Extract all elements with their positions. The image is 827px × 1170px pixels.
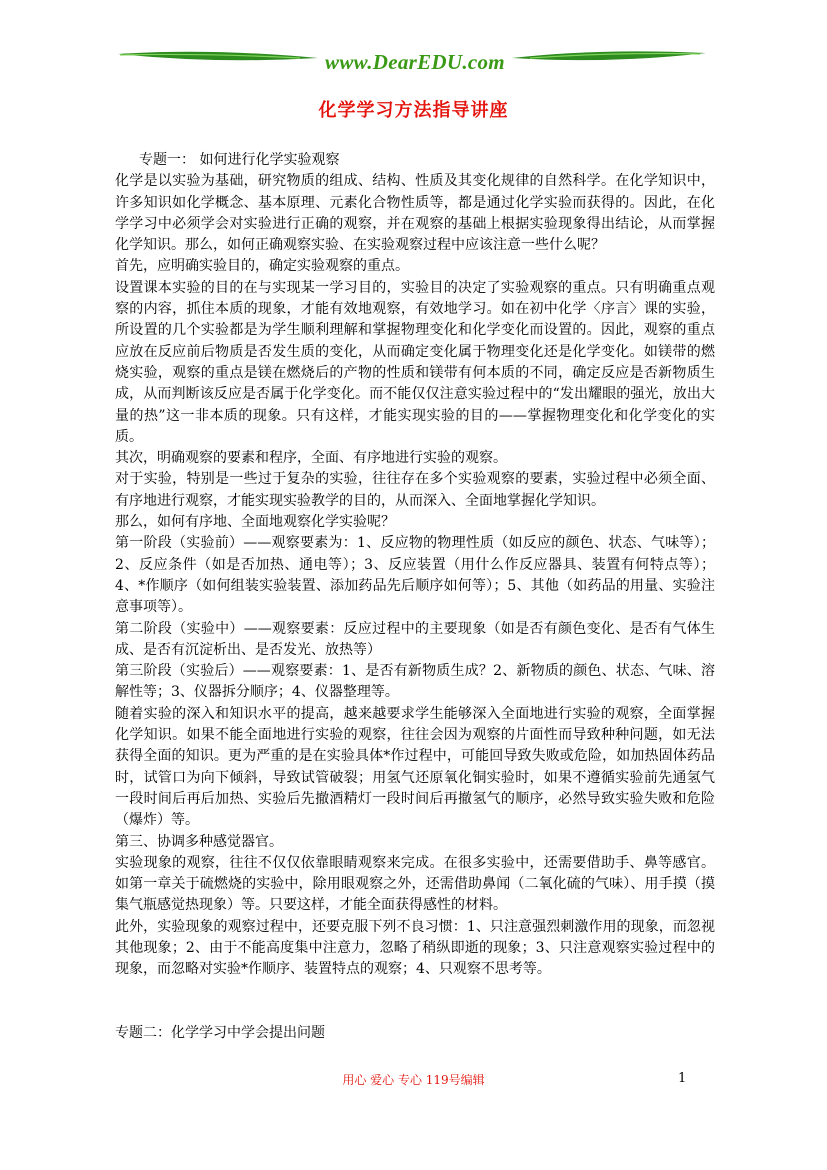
paragraph: 对于实验，特别是一些过于复杂的实验，往往存在多个实验观察的要素，实验过程中必须全面、有序地进行观察，才能实现实验教学的目的，从而深入、全面地掌握化学知识。 (115, 471, 715, 509)
article-body (115, 150, 715, 1044)
paragraph: 随着实验的深入和知识水平的提高，越来越要求学生能够深入全面地进行实验的观察，全面掌握化学知识。如果不能全面地进行实验的观察，往往会因为观察的片面性而导致种种问题，如无法获得全面的知识。更为严重的是在实验具体*作过程中，可能回导致失败或危险，如加热固体药品时，试管口为向下倾斜，导致试管破裂；用氢气还原氧化铜实验时，如果不遵循实验前先通氢气一段时间后再后加热、实验后先撤酒精灯一段时间后再撤氢气的顺序，必然导致实验失败和危险（爆炸）等。 (115, 705, 715, 829)
page-footer (0, 1071, 827, 1091)
page-title: 化学学习方法指导讲座 (318, 100, 509, 121)
site-url[interactable]: www.DearEDU.com (325, 50, 505, 74)
paragraph: 设置课本实验的目的在与实现某一学习目的，实验目的决定了实验观察的重点。只有明确重点观察的内容，抓住本质的现象，才能有效地观察，有效地学习。如在初中化学〈序言〉课的实验，所设置的几个实验都是为学生顺利理解和掌握物理变化和化学变化而设置的。因此，观察的重点应放在反应前后物质是否发生质的变化，从而确定变化属于物理变化还是化学变化。如镁带的燃烧实验，观察的重点是镁在燃烧后的产物的性质和镁带有何本质的不同，确定反应是否新物质生成，从而判断该反应是否属于化学变化。而不能仅仅注意实验过程中的“发出耀眼的强光，放出大量的热”这一非本质的现象。只有这样，才能实现实验的目的——掌握物理变化和化学变化的实质。 (115, 279, 715, 445)
paragraph: 实验现象的观察，往往不仅仅依靠眼睛观察来完成。在很多实验中，还需要借助手、鼻等感官。如第一章关于硫燃烧的实验中，除用眼观察之外，还需借助鼻闻（二氧化硫的气味）、用手摸（摸集气瓶感觉热现象）等。只要这样，才能全面获得感性的材料。 (115, 854, 715, 914)
paragraph: 此外，实验现象的观察过程中，还要克服下列不良习惯：1、只注意强烈刺激作用的现象，而忽视其他现象；2、由于不能高度集中注意力，忽略了稍纵即逝的现象；3、只注意观察实验过程中的现象，而忽略对实验*作顺序、装置特点的观察；4、只观察不思考等。 (115, 918, 715, 978)
paragraph: 化学是以实验为基础，研究物质的组成、结构、性质及其变化规律的自然科学。在化学知识中，许多知识如化学概念、基本原理、元素化合物性质等，都是通过化学实验而获得的。因此，在化学学习中必须学会对实验进行正确的观察，并在观察的基础上根据实验现象得出结论，从而掌握化学知识。那么，如何正确观察实验、在实验观察过程中应该注意一些什么呢？ (115, 173, 715, 254)
paragraph: 第一阶段（实验前）——观察要素为：1、反应物的物理性质（如反应的颜色、状态、气味等）；2、反应条件（如是否加热、通电等）；3、反应装置（用什么作反应器具、装置有何特点等）；4、*作顺序（如何组装实验装置、添加药品先后顺序如何等）；5、其他（如药品的用量、实验注意事项等）。 (115, 535, 715, 616)
page-number: 1 (678, 1071, 687, 1086)
topic-heading: 专题二：化学学习中学会提出问题 (115, 1024, 325, 1041)
topic-heading: 专题一： 如何进行化学实验观察 (139, 152, 340, 168)
paragraph: 第二阶段（实验中）——观察要素：反应过程中的主要现象（如是否有颜色变化、是否有气体生成、是否有沉淀析出、是否发光、放热等） (115, 620, 715, 658)
paragraph: 首先，应明确实验目的，确定实验观察的重点。 (115, 258, 409, 275)
site-header (0, 40, 827, 84)
paragraph: 那么，如何有序地、全面地观察化学实验呢？ (115, 514, 395, 531)
footer-text: 用心 爱心 专心 119号编辑 (342, 1073, 485, 1087)
paragraph: 第三、协调多种感觉器官。 (115, 833, 283, 850)
paragraph: 其次，明确观察的要素和程序，全面、有序地进行实验的观察。 (115, 450, 507, 467)
paragraph: 第三阶段（实验后）——观察要素：1、是否有新物质生成？2、新物质的颜色、状态、气味、溶解性等；3、仪器拆分顺序；4、仪器整理等。 (115, 663, 715, 701)
